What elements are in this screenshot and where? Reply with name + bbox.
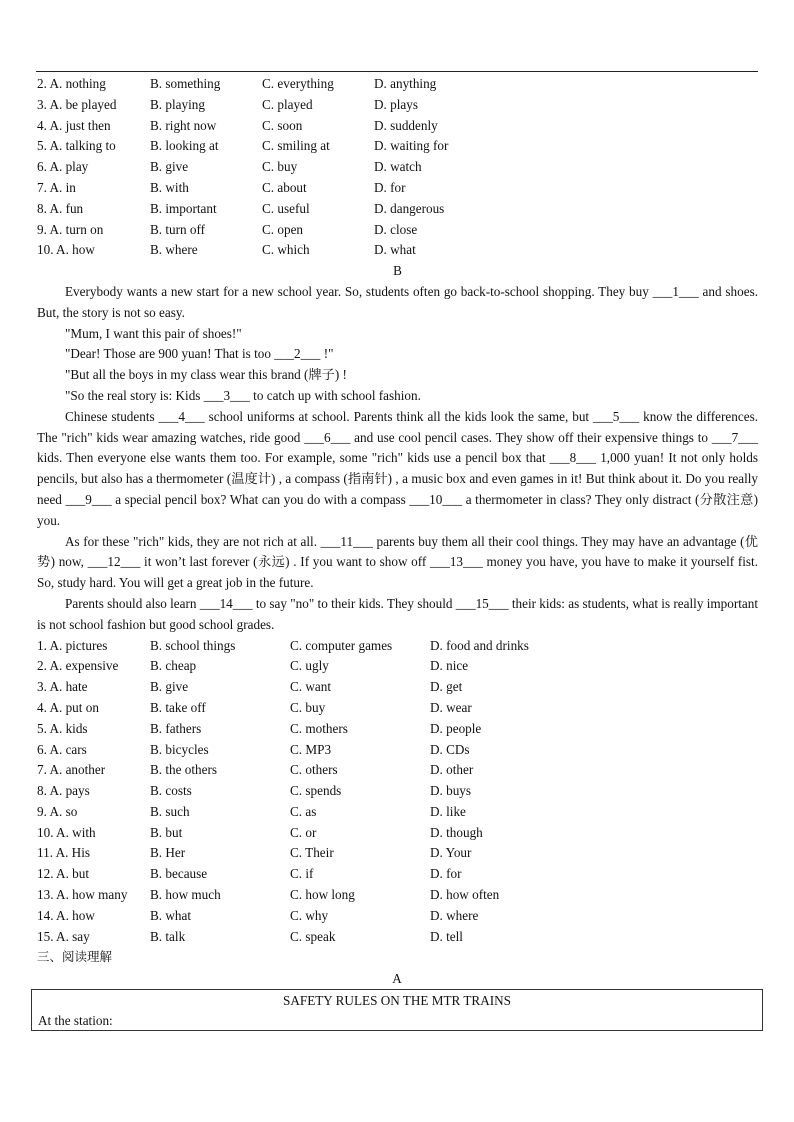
- cloze-b-options: [37, 636, 758, 948]
- option-d: D. plays: [374, 96, 418, 112]
- option-row: [37, 116, 758, 137]
- option-row: [37, 636, 758, 657]
- cloze-a-options: [37, 74, 758, 261]
- option-a: 3. A. hate: [37, 679, 88, 695]
- option-row: [37, 927, 758, 948]
- option-c: C. spends: [290, 783, 342, 799]
- section3-heading: 三、阅读理解: [37, 949, 113, 965]
- option-d: D. what: [374, 242, 416, 258]
- option-d: D. food and drinks: [430, 637, 529, 653]
- option-row: [37, 698, 758, 719]
- option-b: B. but: [150, 824, 183, 840]
- option-d: D. buys: [430, 783, 472, 799]
- option-b: B. such: [150, 803, 190, 819]
- passage-paragraph: As for these "rich" kids, they are not rich at all. ___11___ parents buy them all their cool things. They may have an advantage (优势) now, ___12___ it won’t last forever (永远) . If you want to show off ___13___ money you have, you have to make it yourself fist. So, study hard. You will get a great job in the future.: [37, 533, 758, 591]
- passage-paragraph: Everybody wants a new start for a new school year. So, students often go back-to-school shopping. They buy ___1___ and shoes. But, the story is not so easy.: [37, 283, 758, 320]
- option-a: 8. A. fun: [37, 200, 84, 216]
- option-a: 2. A. nothing: [37, 76, 106, 91]
- option-c: C. smiling at: [262, 138, 330, 154]
- option-c: C. computer games: [290, 637, 393, 653]
- option-c: C. MP3: [290, 741, 332, 757]
- option-d: D. Your: [430, 845, 472, 861]
- content: [37, 74, 758, 968]
- option-row: [37, 885, 758, 906]
- option-c: C. as: [290, 803, 317, 819]
- option-d: D. close: [374, 221, 418, 237]
- option-c: C. mothers: [290, 720, 348, 736]
- option-row: [37, 906, 758, 927]
- option-b: B. with: [150, 179, 189, 195]
- option-b: B. looking at: [150, 138, 219, 154]
- passage-paragraph: "Mum, I want this pair of shoes!": [65, 325, 242, 341]
- option-b: B. Her: [150, 845, 186, 861]
- option-row: [37, 677, 758, 698]
- option-d: D. suddenly: [374, 117, 438, 133]
- option-c: C. useful: [262, 200, 310, 216]
- option-b: B. right now: [150, 117, 217, 133]
- option-row: [37, 136, 758, 157]
- option-a: 2. A. expensive: [37, 658, 119, 674]
- option-a: 9. A. so: [37, 803, 78, 819]
- option-d: D. for: [374, 179, 406, 195]
- passage-paragraph: "So the real story is: Kids ___3___ to catch up with school fashion.: [65, 387, 421, 403]
- option-d: D. anything: [374, 76, 437, 91]
- option-row: [37, 843, 758, 864]
- option-d: D. where: [430, 907, 479, 923]
- option-b: B. where: [150, 242, 198, 258]
- option-row: [37, 802, 758, 823]
- passage-paragraph: "But all the boys in my class wear this brand (牌子) !: [65, 367, 347, 383]
- option-row: [37, 74, 758, 95]
- option-c: C. ugly: [290, 658, 329, 674]
- option-row: [37, 220, 758, 241]
- option-b: B. bicycles: [150, 741, 209, 757]
- top-rule: [36, 71, 758, 72]
- option-a: 11. A. His: [37, 845, 90, 861]
- option-d: D. CDs: [430, 741, 470, 757]
- option-c: C. if: [290, 866, 314, 882]
- option-a: 7. A. another: [37, 762, 106, 778]
- option-b: B. what: [150, 907, 192, 923]
- passage-paragraph: "Dear! Those are 900 yuan! That is too ___2___ !": [65, 346, 334, 362]
- rules-title: SAFETY RULES ON THE MTR TRAINS: [283, 993, 511, 1008]
- option-row: [37, 740, 758, 761]
- option-a: 12. A. but: [37, 866, 90, 882]
- option-d: D. other: [430, 762, 474, 778]
- option-a: 4. A. just then: [37, 117, 111, 133]
- option-b: B. talk: [150, 928, 186, 944]
- option-b: B. give: [150, 679, 189, 695]
- option-a: 6. A. cars: [37, 741, 87, 757]
- option-a: 10. A. how: [37, 242, 95, 258]
- option-c: C. soon: [262, 117, 303, 133]
- option-row: [37, 823, 758, 844]
- passage-paragraph: Parents should also learn ___14___ to say "no" to their kids. They should ___15___ their kids: as students, what is really important is not school fashion but good school grades.: [37, 595, 758, 632]
- option-row: [37, 199, 758, 220]
- option-row: [37, 864, 758, 885]
- option-b: B. turn off: [150, 221, 206, 237]
- option-row: [37, 719, 758, 740]
- section-b-letter: B: [393, 263, 402, 279]
- option-a: 15. A. say: [37, 928, 90, 944]
- option-c: C. how long: [290, 887, 355, 903]
- option-a: 6. A. play: [37, 159, 89, 175]
- option-a: 10. A. with: [37, 824, 96, 840]
- option-b: B. school things: [150, 637, 236, 653]
- option-a: 13. A. how many: [37, 887, 128, 903]
- rules-subtitle: At the station:: [38, 1013, 113, 1028]
- option-c: C. open: [262, 221, 304, 237]
- option-b: B. give: [150, 159, 189, 175]
- option-a: 5. A. kids: [37, 720, 88, 736]
- option-c: C. buy: [290, 699, 326, 715]
- option-c: C. played: [262, 96, 313, 112]
- option-c: C. speak: [290, 928, 336, 944]
- option-c: C. Their: [290, 845, 334, 861]
- option-a: 14. A. how: [37, 907, 95, 923]
- option-d: D. wear: [430, 699, 472, 715]
- option-a: 9. A. turn on: [37, 221, 104, 237]
- option-c: C. about: [262, 179, 307, 195]
- option-c: C. want: [290, 679, 332, 695]
- option-b: B. how much: [150, 887, 221, 903]
- option-d: D. dangerous: [374, 200, 445, 216]
- option-c: C. why: [290, 907, 329, 923]
- option-row: [37, 157, 758, 178]
- option-d: D. though: [430, 824, 483, 840]
- option-d: D. tell: [430, 928, 463, 944]
- option-d: D. get: [430, 679, 463, 695]
- option-a: 1. A. pictures: [37, 637, 108, 653]
- option-row: [37, 656, 758, 677]
- option-c: C. or: [290, 824, 317, 840]
- option-b: B. fathers: [150, 720, 202, 736]
- option-row: [37, 760, 758, 781]
- option-d: D. how often: [430, 887, 500, 903]
- passage-b: [37, 282, 758, 636]
- option-row: [37, 240, 758, 261]
- option-c: C. others: [290, 762, 338, 778]
- section-a-letter: A: [392, 971, 402, 986]
- option-a: 3. A. be played: [37, 96, 117, 112]
- option-row: [37, 95, 758, 116]
- option-c: C. which: [262, 242, 310, 258]
- option-a: 7. A. in: [37, 179, 76, 195]
- option-b: B. the others: [150, 762, 218, 778]
- option-d: D. people: [430, 720, 482, 736]
- option-c: C. buy: [262, 159, 298, 175]
- option-a: 4. A. put on: [37, 699, 99, 715]
- option-d: D. like: [430, 803, 466, 819]
- safety-rules-box: [31, 989, 763, 1031]
- option-b: B. costs: [150, 783, 192, 799]
- option-b: B. take off: [150, 699, 206, 715]
- option-b: B. cheap: [150, 658, 197, 674]
- option-d: D. watch: [374, 159, 422, 175]
- option-b: B. because: [150, 866, 208, 882]
- option-c: C. everything: [262, 76, 334, 91]
- option-b: B. playing: [150, 96, 205, 112]
- passage-paragraph: Chinese students ___4___ school uniforms at school. Parents think all the kids look the same, but ___5___ know the differences. The "rich" kids wear amazing watches, ride good ___6___ and use cool pencil cases. They show off their expensive things to ___7___ kids. Then everyone else wants them too. For example, some "rich" kids use a pencil box that ___8___ 1,000 yuan! It not only holds pencils, but also has a thermometer (温度计) , a compass (指南针) , a music box and even games in it! But think about it. Do you really need ___9___ a special pencil box? What can you do with a compass ___10___ a thermometer in class? They only distract (分散注意) you.: [37, 408, 758, 528]
- option-d: D. for: [430, 866, 462, 882]
- option-b: B. important: [150, 200, 217, 216]
- option-row: [37, 178, 758, 199]
- option-row: [37, 781, 758, 802]
- option-a: 8. A. pays: [37, 783, 90, 799]
- option-d: D. waiting for: [374, 138, 449, 154]
- option-b: B. something: [150, 76, 221, 91]
- option-d: D. nice: [430, 658, 469, 674]
- option-a: 5. A. talking to: [37, 138, 116, 154]
